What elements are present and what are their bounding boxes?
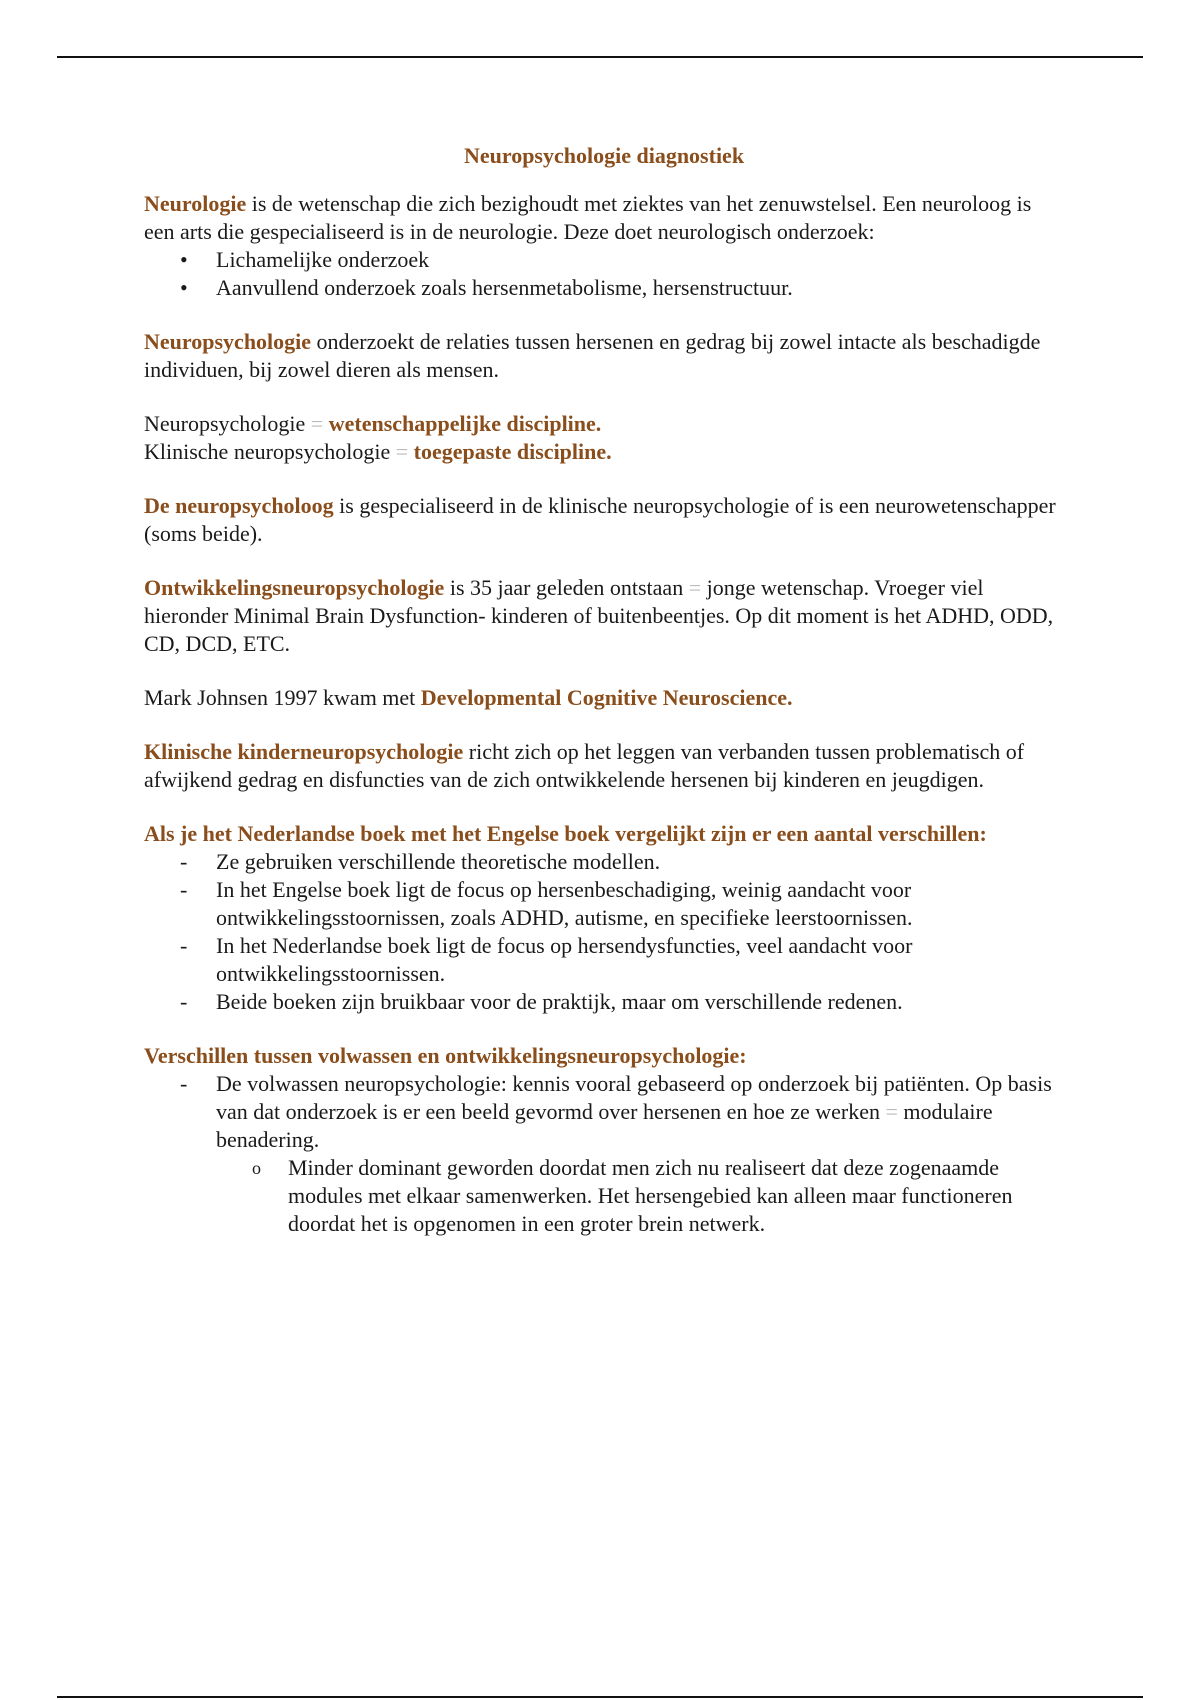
dash-marker: - (180, 877, 188, 902)
list-item: - In het Engelse boek ligt de focus op hersenbeschadiging, weinig aandacht voor ontwikkelingsstoornissen, zoals ADHD, autisme, en specifieke leerstoornissen. (180, 877, 913, 930)
bottom-rule (57, 1696, 1143, 1698)
circle-marker: o (252, 1158, 261, 1178)
list-item: - De volwassen neuropsychologie: kennis vooral gebaseerd op onderzoek bij patiënten. Op basis van dat onderzoek is er een beeld gevormd over hersenen en hoe ze werken = modulaire benadering. (180, 1071, 1052, 1152)
paragraph-neurologie (144, 190, 1064, 246)
equals-sign: = (885, 1099, 898, 1124)
text-neurologie: is de wetenschap die zich bezighoudt met ziektes van het zenuwstelsel. Een neuroloog is een arts die gespecialiseerd is in de neurologie. Deze doet neurologisch onderzoek: (144, 191, 1032, 244)
page-title: Neuropsychologie diagnostiek (463, 143, 745, 168)
dash-marker: - (180, 849, 188, 874)
paragraph-neuropsychologie: Neuropsychologie onderzoekt de relaties tussen hersenen en gedrag bij zowel intacte als beschadigde individuen, bij zowel dieren als mensen. (144, 329, 1041, 382)
list-item: - Ze gebruiken verschillende theoretische modellen. (180, 849, 661, 874)
list-item: - In het Nederlandse boek ligt de focus op hersendysfuncties, veel aandacht voor ontwikkelingsstoornissen. (180, 933, 913, 986)
dash-list-boeken (144, 848, 1064, 1016)
dash-list-volwassen (144, 1070, 1064, 1154)
paragraph-kinderneuropsychologie: Klinische kinderneuropsychologie richt zich op het leggen van verbanden tussen problematisch of afwijkend gedrag en disfuncties van de zich ontwikkelende hersenen bij kinderen en jeugdigen. (144, 739, 1025, 792)
paragraph-johnsen: Mark Johnsen 1997 kwam met Developmental Cognitive Neuroscience. (144, 685, 793, 710)
equals-sign: = (395, 439, 409, 464)
dash-marker: - (180, 1071, 188, 1096)
term-neuropsychologie: Neuropsychologie (144, 329, 312, 354)
section-heading-volwassen-ontwikkeling: Verschillen tussen volwassen en ontwikkelingsneuropsychologie: (144, 1043, 747, 1068)
list-item: o Minder dominant geworden doordat men zich nu realiseert dat deze zogenaamde modules met elkaar samenwerken. Het hersengebied kan alleen maar functioneren doordat het is opgenomen in een groter brein netwerk. (252, 1155, 1013, 1236)
dash-marker: - (180, 989, 188, 1014)
list-item: - Beide boeken zijn bruikbaar voor de praktijk, maar om verschillende redenen. (180, 989, 903, 1014)
equals-sign: = (310, 411, 324, 436)
sub-list-modules (144, 1154, 1064, 1238)
bullet-list-neurologie (144, 246, 1064, 302)
document-page (144, 142, 1064, 1238)
equals-sign: = (688, 575, 702, 600)
paragraph-ontwikkelingsneuropsychologie: Ontwikkelingsneuropsychologie is 35 jaar geleden ontstaan = jonge wetenschap. Vroeger viel hieronder Minimal Brain Dysfunction- kinderen of buitenbeentjes. Op dit moment is het ADHD, ODD, CD, DCD, ETC. (144, 575, 1054, 656)
paragraph-disciplines: Neuropsychologie = wetenschappelijke discipline. Klinische neuropsychologie = toegepaste discipline. (144, 411, 612, 464)
section-heading-verschillen-boeken: Als je het Nederlandse boek met het Engelse boek vergelijkt zijn er een aantal verschillen: (144, 821, 987, 846)
term-neurologie: Neurologie (144, 191, 247, 216)
top-rule (57, 56, 1143, 58)
bullet-marker: • (180, 275, 188, 300)
list-item: • Aanvullend onderzoek zoals hersenmetabolisme, hersenstructuur. (180, 275, 793, 300)
paragraph-neuropsycholoog: De neuropsycholoog is gespecialiseerd in de klinische neuropsychologie of is een neurowetenschapper (soms beide). (144, 493, 1056, 546)
list-item: • Lichamelijke onderzoek (180, 247, 430, 272)
bullet-marker: • (180, 247, 188, 272)
dash-marker: - (180, 933, 188, 958)
